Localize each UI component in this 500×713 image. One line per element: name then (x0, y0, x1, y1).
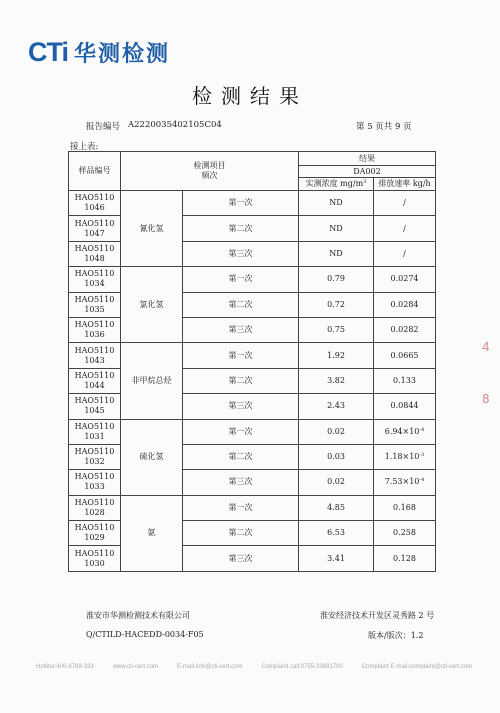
sample-id: HAO5110 1035 (69, 292, 121, 317)
page-info: 第 5 页共 9 页 (356, 122, 412, 132)
sample-id: HAO5110 1046 (69, 191, 121, 216)
frequency: 第三次 (183, 394, 299, 419)
cti-logo (28, 37, 170, 67)
logo-name: 华测检测 (74, 41, 171, 67)
emission-rate (374, 317, 436, 342)
emission-rate-value: / (403, 223, 406, 233)
measured-concentration: ND (299, 241, 374, 266)
emission-rate-value: 0.0274 (390, 274, 419, 284)
sample-id: HAO5110 1030 (69, 546, 121, 571)
frequency: 第二次 (183, 368, 299, 393)
emission-rate (374, 495, 436, 520)
contact-complaint-email: Complaint E-mail:complaint@cti-cert.com (361, 664, 472, 670)
frequency: 第一次 (183, 495, 299, 520)
sample-id: HAO5110 1031 (69, 419, 121, 444)
measured-concentration: 6.53 (299, 521, 374, 546)
sample-id: HAO5110 1045 (69, 394, 121, 419)
emission-rate-value: 7.53×10 (384, 477, 420, 487)
emission-rate-exponent: -4 (419, 477, 425, 484)
header-result: 结果 (299, 152, 436, 166)
emission-rate (374, 444, 436, 469)
test-item: 氨 (121, 495, 183, 571)
seal-mark-lower: 8 (482, 392, 490, 406)
sample-id: HAO5110 1032 (69, 444, 121, 469)
frequency: 第一次 (183, 267, 299, 292)
frequency: 第三次 (183, 317, 299, 342)
emission-rate (374, 521, 436, 546)
emission-rate-value: 0.0665 (390, 350, 419, 360)
page-title: 检测结果 (192, 84, 308, 108)
sample-id: HAO5110 1028 (69, 495, 121, 520)
test-item: 氯化氢 (121, 267, 183, 343)
frequency: 第二次 (183, 216, 299, 241)
logo-mark: CTi (28, 36, 69, 67)
emission-rate (374, 292, 436, 317)
emission-rate (374, 241, 436, 266)
emission-rate-exponent: -4 (419, 426, 425, 433)
report-number-label: 报告编号 (86, 122, 121, 132)
test-item: 氰化氢 (121, 191, 183, 267)
measured-concentration: 0.03 (299, 444, 374, 469)
emission-rate (374, 546, 436, 571)
frequency: 第一次 (183, 191, 299, 216)
emission-rate (374, 267, 436, 292)
emission-rate-value: 0.0844 (390, 401, 419, 411)
emission-rate-value: 0.133 (393, 375, 416, 385)
emission-rate (374, 419, 436, 444)
frequency: 第二次 (183, 292, 299, 317)
test-item: 硫化氢 (121, 419, 183, 495)
table-row (69, 419, 436, 444)
header-emission-rate: 排放速率 kg/h (374, 178, 436, 191)
header-concentration (299, 178, 374, 191)
header-concentration-label: 实测浓度 mg/m (305, 179, 364, 188)
footer-version: 版本/版次：1.2 (368, 631, 424, 640)
emission-rate (374, 343, 436, 368)
emission-rate-value: 0.0282 (390, 325, 419, 335)
emission-rate-value: 6.94×10 (384, 426, 420, 436)
sample-id: HAO5110 1034 (69, 267, 121, 292)
emission-rate (374, 470, 436, 495)
frequency: 第三次 (183, 241, 299, 266)
footer-address: 淮安经济技术开发区灵秀路 2 号 (320, 611, 435, 620)
table-row (69, 191, 436, 216)
header-freq: 频次 (201, 171, 218, 180)
measured-concentration: 4.85 (299, 495, 374, 520)
measured-concentration: 0.75 (299, 317, 374, 342)
measured-concentration: 0.79 (299, 267, 374, 292)
table-row (69, 343, 436, 368)
measured-concentration: 1.92 (299, 343, 374, 368)
measured-concentration: ND (299, 191, 374, 216)
emission-rate-value: 0.128 (393, 553, 416, 563)
sample-id: HAO5110 1036 (69, 317, 121, 342)
emission-rate-exponent: -3 (419, 452, 425, 459)
table-row (69, 267, 436, 292)
header-item-freq (121, 152, 299, 191)
table-row (69, 495, 436, 520)
contact-hotline: Hotline:400-6788-333 (36, 664, 94, 670)
continued-note: 接上表: (70, 142, 99, 152)
frequency: 第二次 (183, 521, 299, 546)
emission-rate (374, 191, 436, 216)
footer-doc-code: Q/CTILD-HACEDD-0034-F05 (86, 630, 204, 639)
emission-rate-value: 1.18×10 (384, 452, 420, 462)
emission-rate-value: / (403, 248, 406, 258)
frequency: 第三次 (183, 470, 299, 495)
emission-rate (374, 394, 436, 419)
header-sample: 样品编号 (69, 152, 121, 191)
measured-concentration: ND (299, 216, 374, 241)
emission-rate-value: / (403, 198, 406, 208)
test-item: 非甲烷总烃 (121, 343, 183, 419)
frequency: 第一次 (183, 343, 299, 368)
sample-id: HAO5110 1044 (69, 368, 121, 393)
footer-company: 淮安市华测检测技术有限公司 (86, 611, 190, 620)
report-number: A2220035402105C04 (128, 120, 222, 130)
measured-concentration: 0.02 (299, 419, 374, 444)
header-point: DA002 (299, 166, 436, 178)
frequency: 第二次 (183, 444, 299, 469)
measured-concentration: 0.02 (299, 470, 374, 495)
emission-rate-value: 0.258 (393, 528, 416, 538)
contact-email: E-mail:info@cti-cert.com (177, 664, 243, 670)
sample-id: HAO5110 1033 (69, 470, 121, 495)
frequency: 第一次 (183, 419, 299, 444)
measured-concentration: 3.41 (299, 546, 374, 571)
header-concentration-exponent: 3 (363, 179, 367, 185)
sample-id: HAO5110 1047 (69, 216, 121, 241)
emission-rate (374, 216, 436, 241)
emission-rate-value: 0.168 (393, 502, 416, 512)
header-item: 检测项目 (193, 161, 226, 170)
sample-id: HAO5110 1043 (69, 343, 121, 368)
emission-rate-value: 0.0284 (390, 299, 419, 309)
sample-id: HAO5110 1048 (69, 241, 121, 266)
contact-bar (36, 664, 472, 670)
measured-concentration: 3.82 (299, 368, 374, 393)
contact-complaint-call: Complaint call:0755-33681700 (261, 664, 343, 670)
emission-rate (374, 368, 436, 393)
results-table (68, 151, 436, 572)
frequency: 第三次 (183, 546, 299, 571)
measured-concentration: 0.72 (299, 292, 374, 317)
results-body (69, 191, 436, 572)
seal-mark-upper: 4 (482, 340, 490, 354)
sample-id: HAO5110 1029 (69, 521, 121, 546)
contact-website: www.cti-cert.com (112, 664, 159, 670)
measured-concentration: 2.43 (299, 394, 374, 419)
